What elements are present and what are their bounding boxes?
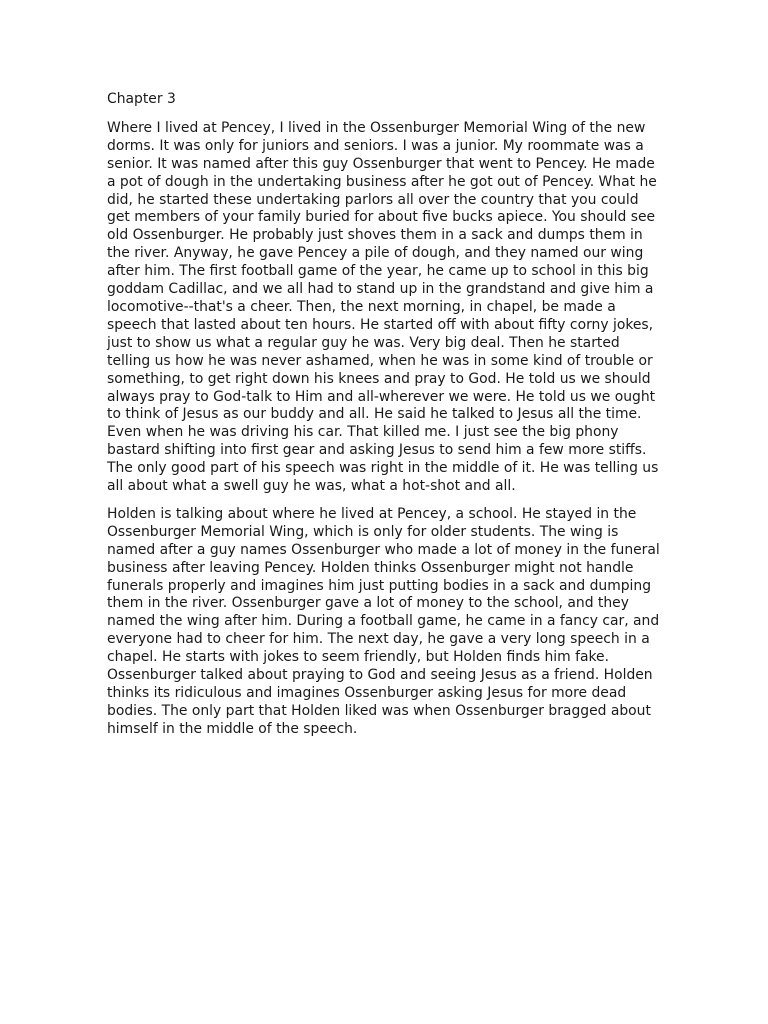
chapter-heading: Chapter 3 xyxy=(107,91,176,107)
summary-paragraph: Holden is talking about where he lived at Pencey, a school. He stayed in the Ossenburger Memorial Wing, which is only for older students. The wing is named after a guy names Ossenburger who made a lot of money in the funeral business after leaving Pencey. Holden thinks Ossenburger might not handle funerals properly and imagines him just putting bodies in a sack and dumping them in the river. Ossenburger gave a lot of money to the school, and they named the wing after him. During a football game, he came in a fancy car, and everyone had to cheer for him. The next day, he gave a very long speech in a chapel. He starts with jokes to seem friendly, but Holden finds him fake. Ossenburger talked about praying to God and seeing Jesus as a friend. Holden thinks its ridiculous and imagines Ossenburger asking Jesus for more dead bodies. The only part that Holden liked was when Ossenburger bragged about himself in the middle of the speech. xyxy=(107,505,660,737)
quoted-passage-paragraph: Where I lived at Pencey, I lived in the Ossenburger Memorial Wing of the new dorms. It was only for juniors and seniors. I was a junior. My roommate was a senior. It was named after this guy Ossenburger that went to Pencey. He made a pot of dough in the undertaking business after he got out of Pencey. What he did, he started these undertaking parlors all over the country that you could get members of your family buried for about five bucks apiece. You should see old Ossenburger. He probably just shoves them in a sack and dumps them in the river. Anyway, he gave Pencey a pile of dough, and they named our wing after him. The first football game of the year, he came up to school in this big goddam Cadillac, and we all had to stand up in the grandstand and give him a locomotive--that's a cheer. Then, the next morning, in chapel, be made a speech that lasted about ten hours. He started off with about fifty corny jokes, just to show us what a regular guy he was. Very big deal. Then he started telling us how he was never ashamed, when he was in some kind of trouble or something, to get right down his knees and pray to God. He told us we should always pray to God-talk to Him and all-wherever we were. He told us we ought to think of Jesus as our buddy and all. He said he talked to Jesus all the time. Even when he was driving his car. That killed me. I just see the big phony bastard shifting into first gear and asking Jesus to send him a few more stiffs. The only good part of his speech was right in the middle of it. He was telling us all about what a swell guy he was, what a hot-shot and all. xyxy=(107,119,659,495)
document-page xyxy=(107,89,663,749)
